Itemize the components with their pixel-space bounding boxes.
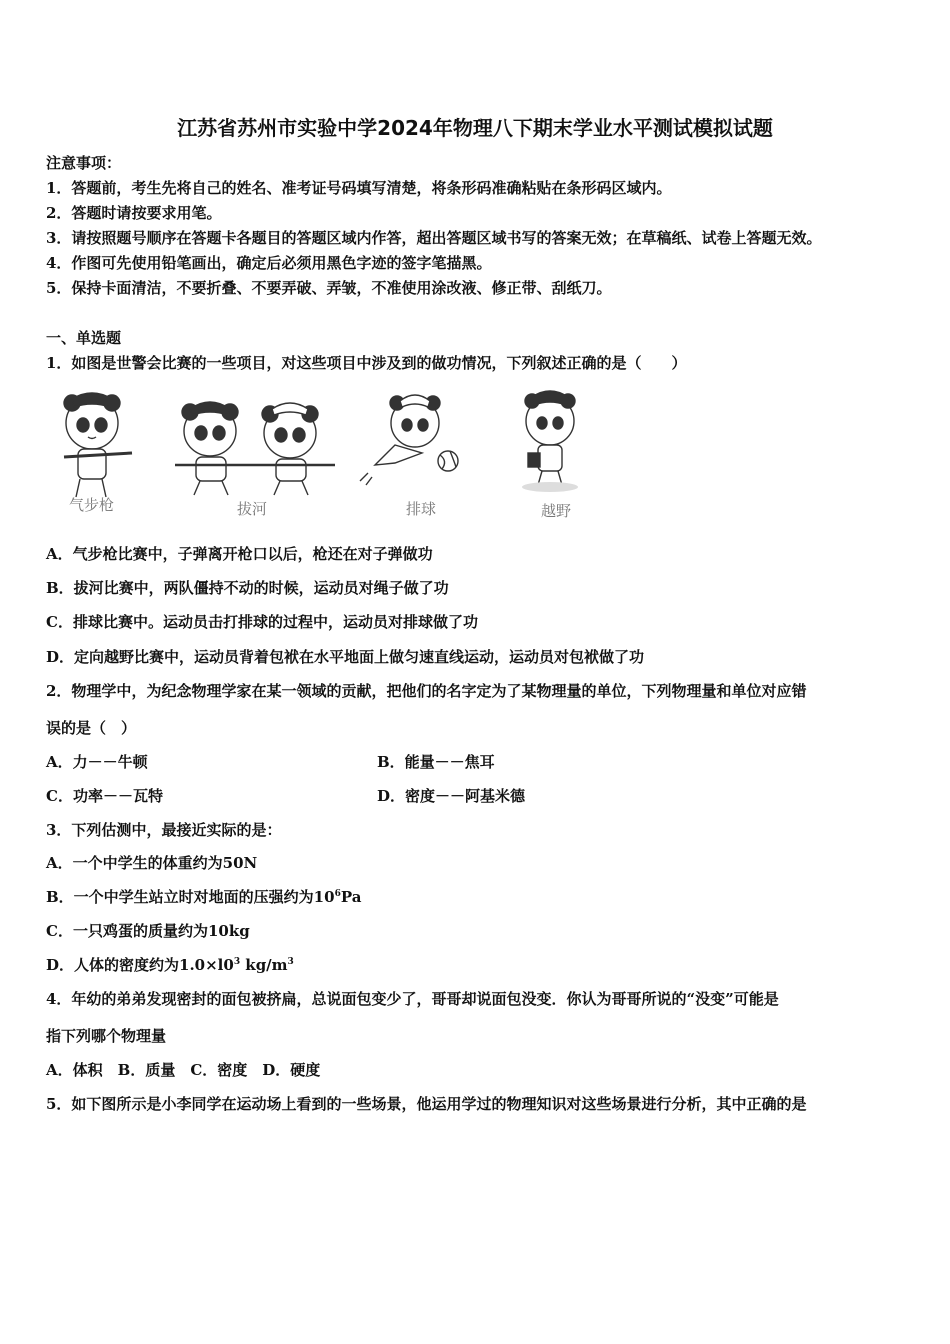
notice-item-2: 2．答题时请按要求用笔。 [46, 204, 222, 222]
q4-options: A．体积 B．质量 C．密度 D．硬度 [46, 1061, 321, 1079]
q5-stem: 5．如下图所示是小李同学在运动场上看到的一些场景，他运用学过的物理知识对这些场景进行分析，其中正确的是 [46, 1095, 807, 1113]
panda-volleyball-figure [360, 395, 458, 485]
q1-option-c: C．排球比赛中。运动员击打排球的过程中，运动员对排球做了功 [46, 613, 478, 631]
q4-stem-line2: 指下列哪个物理量 [46, 1027, 167, 1045]
q1-option-a: A．气步枪比赛中，子弹离开枪口以后，枪还在对子弹做功 [46, 545, 433, 563]
q3-option-d: D．人体的密度约为$1.0\times l0^3$ $kg/m^3$ [46, 956, 294, 974]
caption-volleyball: 排球 [406, 500, 437, 518]
page-title: 江苏省苏州市实验中学2024年物理八下期末学业水平测试模拟试题 [177, 116, 773, 140]
caption-air-rifle: 气步枪 [69, 496, 115, 514]
q1-stem: 1．如图是世警会比赛的一些项目，对这些项目中涉及到的做功情况，下列叙述正确的是（ ） [46, 354, 687, 372]
notice-heading: 注意事项： [46, 154, 122, 172]
notice-item-1: 1．答题前，考生先将自己的姓名、准考证号码填写清楚，将条形码准确粘贴在条形码区域内。 [46, 179, 672, 197]
q3-option-b: B．一个中学生站立时对地面的压强约为$10^6Pa$ [46, 888, 362, 906]
notice-item-4: 4．作图可先使用铅笔画出，确定后必须用黑色字迹的签字笔描黑。 [46, 254, 492, 272]
caption-cross-country: 越野 [541, 502, 572, 520]
notice-item-3: 3．请按照题号顺序在答题卡各题目的答题区域内作答，超出答题区域书写的答案无效；在草稿纸、试卷上答题无效。 [46, 229, 822, 247]
panda-tug-of-war-figure [175, 402, 335, 495]
q2-stem-line1: 2．物理学中，为纪念物理学家在某一领域的贡献，把他们的名字定为了某物理量的单位，下列物理量和单位对应错 [46, 682, 807, 700]
q2-stem-line2: 误的是（ ） [46, 719, 137, 737]
q2-option-d: D．密度－－阿基米德 [377, 787, 526, 805]
q1-figure [50, 385, 610, 525]
q1-option-d: D．定向越野比赛中，运动员背着包袱在水平地面上做匀速直线运动，运动员对包袱做了功 [46, 648, 645, 666]
q2-option-a: A．力－－牛顿 [46, 753, 148, 771]
q3-stem: 3．下列估测中，最接近实际的是： [46, 821, 282, 839]
q2-option-c: C．功率－－瓦特 [46, 787, 163, 805]
panda-cross-country-figure [522, 391, 578, 492]
q3-option-a: A．一个中学生的体重约为50N [46, 854, 258, 872]
section-heading: 一、单选题 [46, 329, 122, 347]
caption-tug-of-war: 拔河 [237, 500, 268, 518]
q1-option-b: B．拔河比赛中，两队僵持不动的时候，运动员对绳子做了功 [46, 579, 449, 597]
q3-option-c: C．一只鸡蛋的质量约为10kg [46, 922, 250, 940]
notice-item-5: 5．保持卡面清洁，不要折叠、不要弄破、弄皱，不准使用涂改液、修正带、刮纸刀。 [46, 279, 612, 297]
panda-air-rifle-figure [64, 393, 132, 497]
q4-stem-line1: 4．年幼的弟弟发现密封的面包被挤扁，总说面包变少了，哥哥却说面包没变．你认为哥哥所说的“没变”可能是 [46, 990, 779, 1008]
q2-option-b: B．能量－－焦耳 [377, 753, 495, 771]
